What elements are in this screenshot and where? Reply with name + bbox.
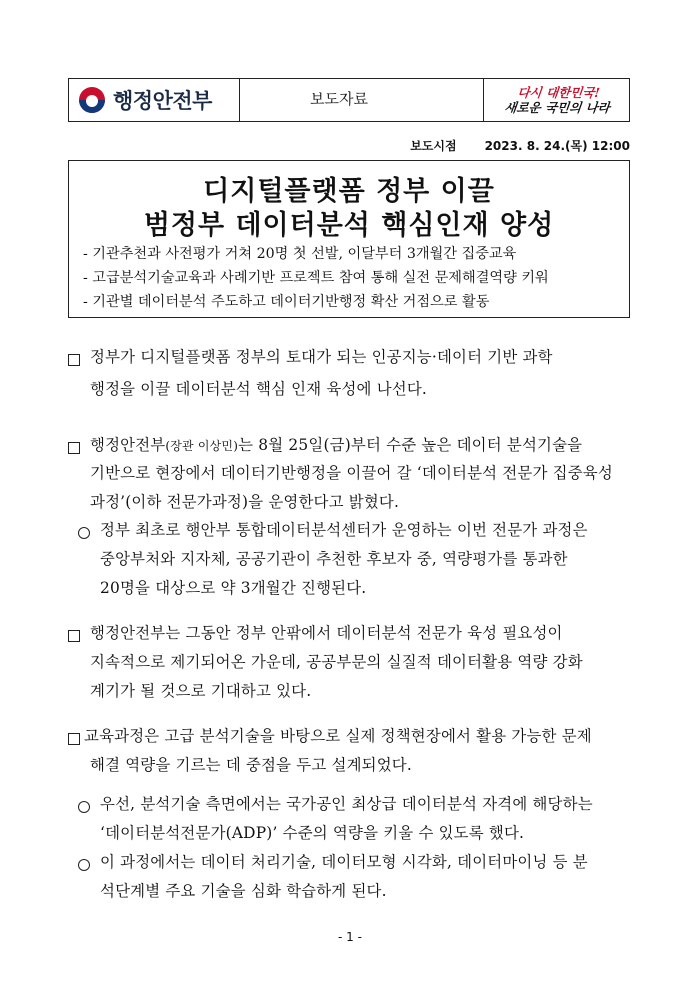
ministry-mention: 행정안전부 [90, 436, 166, 454]
body-line: 행정을 이끌 데이터분석 핵심 인재 육성에 나선다. [90, 380, 427, 398]
body-line: ‘데이터분석전문가(ADP)’ 수준의 역량을 키울 수 있도록 했다. [100, 824, 525, 842]
body-line-rest: 는 8월 25일(금)부터 수준 높은 데이터 분석기술을 [238, 436, 583, 454]
body-line: 20명을 대상으로 약 3개월간 진행된다. [100, 579, 367, 597]
release-time-label: 보도시점 [410, 139, 457, 153]
body-line: 중앙부처와 지자체, 공공기관이 추천한 후보자 중, 역량평가를 통과한 [100, 550, 568, 568]
ministry-logo [79, 85, 212, 115]
headline-line-2: 범정부 데이터분석 핵심인재 양성 [143, 210, 555, 241]
headline-line-1: 디지털플랫폼 정부 이끌 [203, 176, 495, 207]
body-line: 우선, 분석기술 측면에서는 국가공인 최상급 데이터분석 자격에 해당하는 [100, 795, 593, 813]
body-line: 교육과정은 고급 분석기술을 바탕으로 실제 정책현장에서 활용 가능한 문제 [84, 727, 592, 745]
taegeuk-emblem-icon [79, 87, 105, 113]
square-bullet-icon [68, 439, 80, 458]
minister-note: (장관 이상민) [165, 439, 239, 453]
header-box [68, 78, 630, 122]
circle-bullet-icon [78, 524, 90, 543]
body-line: 계기가 될 것으로 기대하고 있다. [90, 682, 312, 700]
circle-bullet-icon [78, 798, 90, 817]
title-box [68, 160, 630, 318]
page-number: - 1 - [338, 930, 362, 944]
slogan-line-2: 새로운 국민의 나라 [503, 99, 611, 115]
body-line: 해결 역량을 기르는 데 중점을 두고 설계되었다. [90, 756, 412, 774]
release-time [410, 137, 630, 154]
body-line: 이 과정에서는 데이터 처리기술, 데이터모형 시각화, 데이터마이닝 등 분 [100, 853, 588, 871]
square-bullet-icon [68, 351, 80, 370]
subheadline: - 기관추천과 사전평가 거쳐 20명 첫 선발, 이달부터 3개월간 집중교육 [83, 246, 517, 262]
subheadline: - 고급분석기술교육과 사례기반 프로젝트 참여 통해 실전 문제해결역량 키워 [83, 270, 549, 286]
release-time-value: 2023. 8. 24.(목) 12:00 [484, 139, 630, 153]
square-bullet-icon [68, 730, 80, 749]
square-bullet-icon [68, 627, 80, 646]
body-line: 기반으로 현장에서 데이터기반행정을 이끌어 갈 ‘데이터분석 전문가 집중육성 [90, 464, 613, 482]
body-line: 석단계별 주요 기술을 심화 학습하게 된다. [100, 882, 387, 900]
body-line: 과정’(이하 전문가과정)을 운영한다고 밝혔다. [90, 493, 400, 511]
body-line: 정부가 디지털플랫폼 정부의 토대가 되는 인공지능·데이터 기반 과학 [90, 348, 553, 366]
slogan-line-1: 다시 대한민국! [516, 84, 601, 100]
body-line: 정부 최초로 행안부 통합데이터분석센터가 운영하는 이번 전문가 과정은 [100, 521, 588, 539]
body-line: 행정안전부는 그동안 정부 안팎에서 데이터분석 전문가 육성 필요성이 [90, 624, 563, 642]
body-line [90, 433, 582, 455]
document-type: 보도자료 [310, 90, 368, 108]
circle-bullet-icon [78, 856, 90, 875]
body-line: 지속적으로 제기되어온 가운데, 공공부문의 실질적 데이터활용 역량 강화 [90, 653, 583, 671]
subheadline: - 기관별 데이터분석 주도하고 데이터기반행정 확산 거점으로 활동 [83, 294, 490, 310]
ministry-name: 행정안전부 [113, 89, 212, 113]
slogan [483, 79, 633, 120]
